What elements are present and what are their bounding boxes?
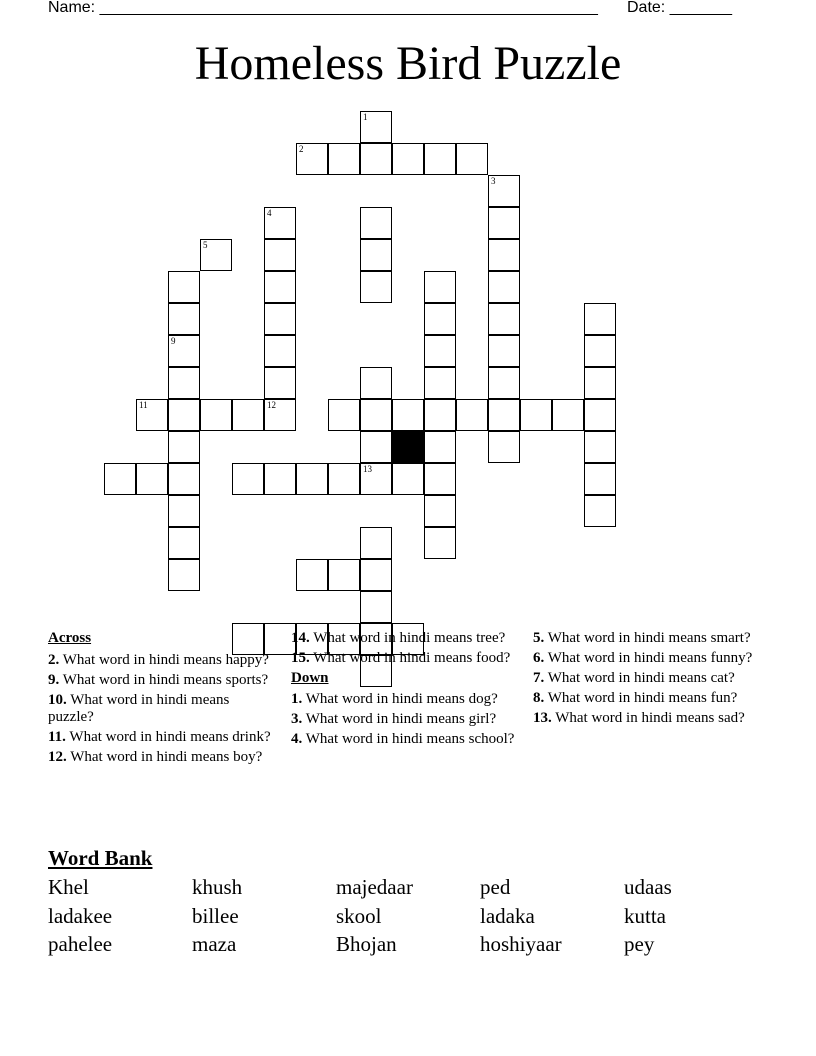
crossword-cell[interactable] [168, 335, 200, 367]
crossword-cell[interactable] [584, 303, 616, 335]
clue-number-label: 1 [363, 112, 368, 122]
crossword-cell[interactable] [360, 591, 392, 623]
word-bank-item: Khel [48, 875, 89, 899]
down-heading: Down [291, 670, 329, 686]
clue-across-14: 14. What word in hindi means tree? [291, 630, 506, 646]
crossword-cell[interactable] [168, 271, 200, 303]
crossword-cell[interactable] [584, 431, 616, 463]
crossword-black-cell [392, 431, 424, 463]
word-bank-item: kutta [624, 904, 666, 928]
clue-number-label: 2 [299, 144, 304, 154]
crossword-cell[interactable] [584, 495, 616, 527]
crossword-cell[interactable] [584, 399, 616, 431]
crossword-cell[interactable] [424, 431, 456, 463]
word-bank-title: Word Bank [48, 846, 153, 870]
crossword-cell[interactable] [360, 431, 392, 463]
clue-down-7: 7. What word in hindi means cat? [533, 670, 735, 686]
word-bank-item: pey [624, 932, 655, 956]
crossword-cell[interactable] [360, 367, 392, 399]
crossword-cell[interactable] [264, 239, 296, 271]
crossword-cell[interactable] [392, 399, 424, 431]
clue-number-label: 4 [267, 208, 272, 218]
crossword-cell[interactable] [584, 463, 616, 495]
crossword-cell[interactable] [456, 143, 488, 175]
across-heading: Across [48, 630, 92, 646]
crossword-cell[interactable] [456, 399, 488, 431]
crossword-cell[interactable] [168, 367, 200, 399]
clue-number-label: 3 [491, 176, 496, 186]
crossword-cell[interactable] [264, 207, 296, 239]
clues-column-3 [533, 630, 758, 730]
crossword-cell[interactable] [264, 271, 296, 303]
crossword-cell[interactable] [264, 463, 296, 495]
crossword-cell[interactable] [360, 559, 392, 591]
crossword-cell[interactable] [232, 399, 264, 431]
clue-across-11: 11. What word in hindi means drink? [48, 729, 271, 745]
clue-down-4: 4. What word in hindi means school? [291, 731, 515, 747]
crossword-cell[interactable] [424, 399, 456, 431]
crossword-cell[interactable] [264, 303, 296, 335]
word-bank-item: ped [480, 875, 511, 899]
clue-number-label: 9 [171, 336, 176, 346]
crossword-cell[interactable] [168, 303, 200, 335]
word-bank-item: skool [336, 904, 382, 928]
crossword-cell[interactable] [392, 463, 424, 495]
crossword-cell[interactable] [328, 559, 360, 591]
word-bank-item: ladakee [48, 904, 113, 928]
crossword-cell[interactable] [200, 239, 232, 271]
clue-down-8: 8. What word in hindi means fun? [533, 690, 738, 706]
crossword-cell[interactable] [424, 495, 456, 527]
crossword-cell[interactable] [168, 527, 200, 559]
crossword-cell[interactable] [424, 527, 456, 559]
crossword-cell[interactable] [488, 271, 520, 303]
crossword-cell[interactable] [392, 143, 424, 175]
crossword-cell[interactable] [584, 335, 616, 367]
crossword-cell[interactable] [488, 335, 520, 367]
clues-column-2 [291, 630, 516, 751]
crossword-cell[interactable] [264, 335, 296, 367]
word-bank-item: billee [192, 904, 239, 928]
crossword-cell[interactable] [264, 399, 296, 431]
crossword-cell[interactable] [136, 399, 168, 431]
word-bank-item: Bhojan [336, 932, 397, 956]
clue-across-2: 2. What word in hindi means happy? [48, 652, 269, 668]
crossword-cell[interactable] [264, 367, 296, 399]
crossword-cell[interactable] [360, 143, 392, 175]
crossword-cell[interactable] [488, 399, 520, 431]
crossword-cell[interactable] [488, 175, 520, 207]
crossword-cell[interactable] [360, 399, 392, 431]
crossword-cell[interactable] [168, 399, 200, 431]
clues-column-1 [48, 630, 273, 769]
clue-down-5: 5. What word in hindi means smart? [533, 630, 751, 646]
page-title: Homeless Bird Puzzle [194, 37, 622, 90]
crossword-cell[interactable] [136, 463, 168, 495]
clue-down-13: 13. What word in hindi means sad? [533, 710, 745, 726]
crossword-cell[interactable] [360, 527, 392, 559]
crossword-cell[interactable] [232, 463, 264, 495]
crossword-cell[interactable] [424, 335, 456, 367]
word-bank-item: hoshiyaar [480, 932, 562, 956]
crossword-cell[interactable] [488, 207, 520, 239]
crossword-cell[interactable] [488, 239, 520, 271]
crossword-cell[interactable] [360, 111, 392, 143]
crossword-cell[interactable] [520, 399, 552, 431]
crossword-cell[interactable] [328, 399, 360, 431]
clue-down-1: 1. What word in hindi means dog? [291, 691, 498, 707]
word-bank-item: maza [192, 932, 237, 956]
crossword-cell[interactable] [168, 431, 200, 463]
crossword-cell[interactable] [200, 399, 232, 431]
clue-down-6: 6. What word in hindi means funny? [533, 650, 753, 666]
crossword-cell[interactable] [296, 463, 328, 495]
word-bank-item: udaas [624, 875, 672, 899]
crossword-cell[interactable] [296, 143, 328, 175]
clue-down-3: 3. What word in hindi means girl? [291, 711, 497, 727]
crossword-cell[interactable] [360, 239, 392, 271]
crossword-cell[interactable] [488, 367, 520, 399]
crossword-cell[interactable] [424, 303, 456, 335]
clue-across-10: 10. What word in hindi means puzzle? [48, 692, 230, 725]
crossword-cell[interactable] [552, 399, 584, 431]
crossword-cell[interactable] [360, 271, 392, 303]
word-bank-item: ladaka [480, 904, 535, 928]
clue-across-9: 9. What word in hindi means sports? [48, 672, 269, 688]
crossword-cell[interactable] [104, 463, 136, 495]
crossword-cell[interactable] [168, 463, 200, 495]
crossword-cell[interactable] [424, 143, 456, 175]
crossword-cell[interactable] [488, 303, 520, 335]
crossword-cell[interactable] [584, 367, 616, 399]
crossword-cell[interactable] [360, 207, 392, 239]
crossword-cell[interactable] [328, 463, 360, 495]
crossword-cell[interactable] [360, 463, 392, 495]
crossword-cell[interactable] [424, 463, 456, 495]
crossword-cell[interactable] [168, 559, 200, 591]
clue-across-12: 12. What word in hindi means boy? [48, 749, 263, 765]
word-bank-item: khush [192, 875, 243, 899]
crossword-cell[interactable] [328, 143, 360, 175]
clue-across-15: 15. What word in hindi means food? [291, 650, 511, 666]
word-bank-item: pahelee [48, 932, 113, 956]
crossword-cell[interactable] [168, 495, 200, 527]
date-field-label: Date: _______ [627, 0, 732, 16]
crossword-cell[interactable] [424, 271, 456, 303]
crossword-cell[interactable] [424, 367, 456, 399]
word-bank-item: majedaar [336, 875, 413, 899]
clue-number-label: 11 [139, 400, 148, 410]
clue-number-label: 12 [267, 400, 276, 410]
clue-number-label: 5 [203, 240, 208, 250]
crossword-cell[interactable] [488, 431, 520, 463]
crossword-cell[interactable] [296, 559, 328, 591]
clue-number-label: 13 [363, 464, 372, 474]
name-field-label: Name: ________________________________________________________ [48, 0, 598, 16]
